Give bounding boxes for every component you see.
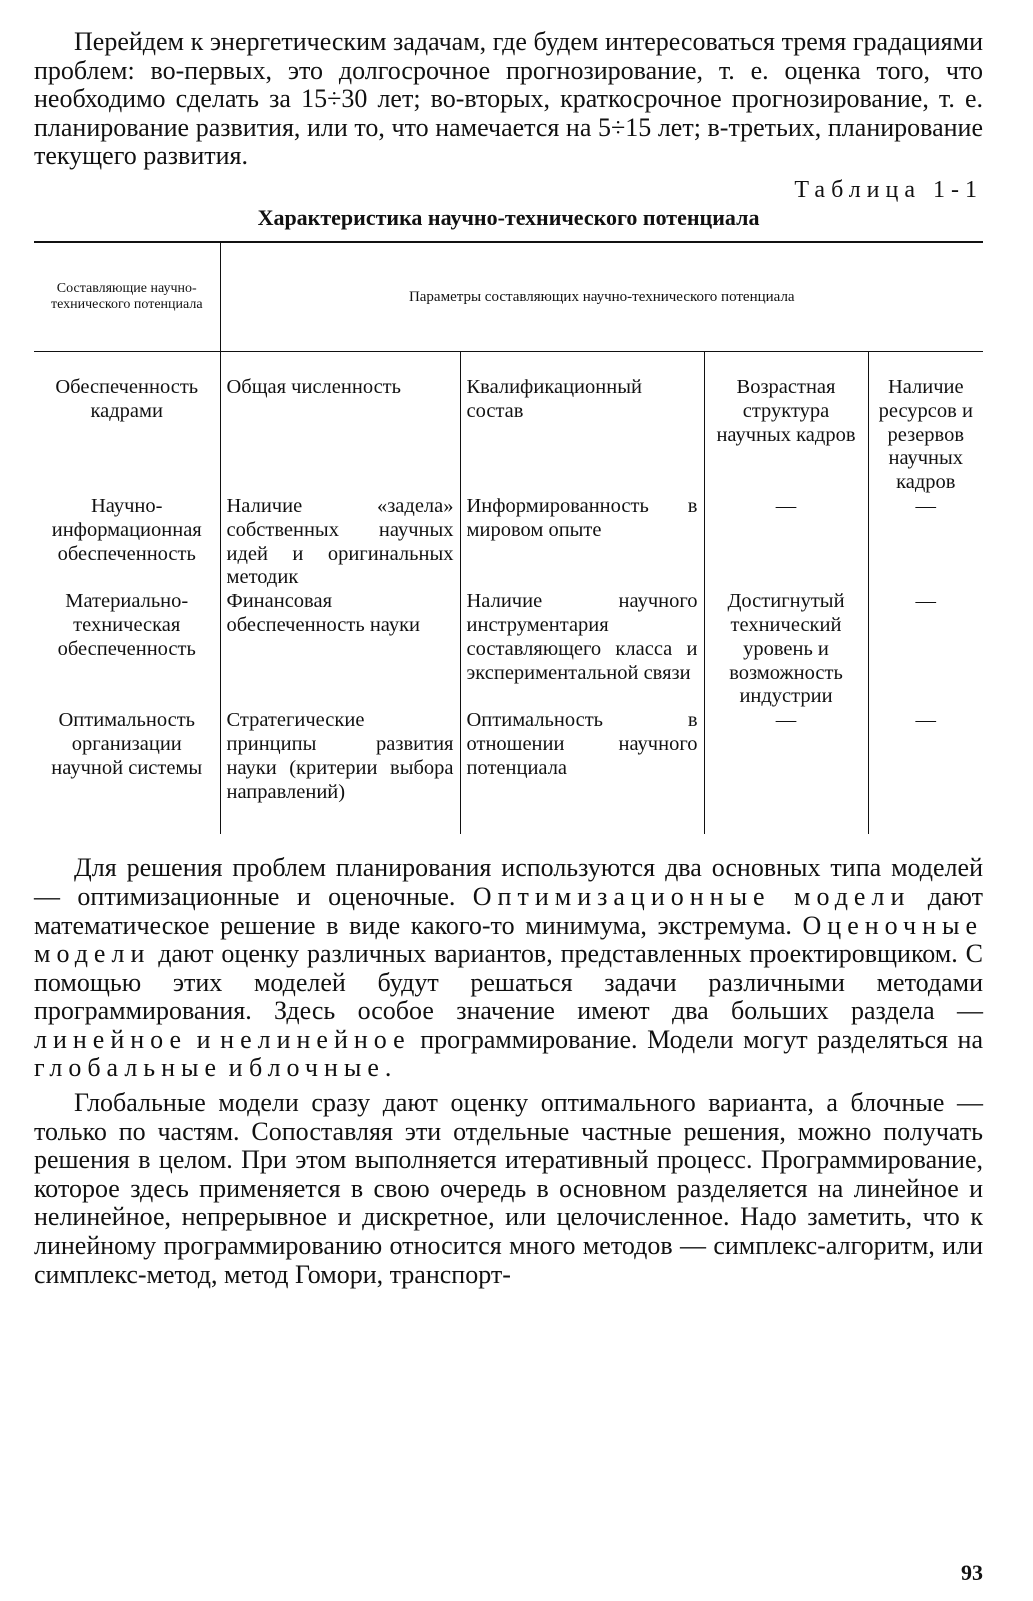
spaced-term: линейное [34, 1024, 188, 1054]
text-run: . [384, 1053, 392, 1083]
text-run: и [222, 1053, 249, 1083]
table-cell: — [704, 495, 868, 590]
table-cell: — [868, 495, 983, 590]
table-row [34, 351, 983, 494]
header-components: Составляющие научно-технического потенциала [34, 242, 220, 352]
table-cell: Квалификационный состав [460, 351, 704, 494]
text-run: программирование. Модели могут разделяться на [410, 1024, 983, 1054]
header-params: Параметры составляющих научно-технического потенциала [220, 242, 983, 352]
text-run: и [187, 1024, 221, 1054]
page-number: 93 [961, 1560, 983, 1585]
table-cell: Возрастная структура научных кадров [704, 351, 868, 494]
table-cell: Финансовая обеспеченность науки [220, 590, 460, 709]
table-cell: — [868, 709, 983, 834]
text-run: дают математическое решение в виде какого-то минимума, экстремума. [34, 881, 983, 940]
row-component: Оптимальность организации научной системы [51, 709, 203, 779]
row-component: Обеспеченность кадрами [55, 375, 199, 422]
table-cell: — [868, 590, 983, 709]
row-component: Научно-информационная обеспеченность [51, 494, 202, 565]
table-cell: Наличие «задела» собственных научных идей и оригинальных методик [220, 495, 460, 590]
spaced-term: Оценочные модели [34, 910, 983, 969]
table-row [34, 590, 983, 709]
spaced-term: нелинейное [220, 1024, 411, 1054]
text-run: дают оценку различных вариантов, представленных проектировщиком. С помощью этих моделей будут решаться задачи различными методами программирования. Здесь особое значение имеют два больших раздела — [34, 939, 983, 1026]
table-title: Характеристика научно-технического потенциала [257, 204, 760, 230]
table-cell: Достигнутый технический уровень и возможность индустрии [704, 590, 868, 709]
table-cell: Стратегические принципы развития науки (критерии выбора направлений) [220, 709, 460, 834]
spaced-term: блочные [249, 1053, 385, 1083]
table-row [34, 709, 983, 834]
table-cell: Информированность в мировом опыте [460, 495, 704, 590]
table-cell: Наличие ресурсов и резервов научных кадров [868, 351, 983, 494]
row-component: Материально-техническая обеспеченность [57, 590, 196, 660]
table-cell: Оптимальность в отношении научного потенциала [460, 709, 704, 834]
models-paragraph [34, 854, 983, 1083]
global-models-paragraph: Глобальные модели сразу дают оценку оптимального варианта, а блочные — только по частям. Сопоставляя эти отдельные частные решения, можно получать решения в целом. При этом выполняется итеративный процесс. Программирование, которое здесь применяется в свою очередь в основном разделяется на линейное и нелинейное, непрерывное и дискретное, или целочисленное. Надо заметить, что к линейному программированию относится много методов — симплекс-алгоритм, или симплекс-метод, метод Гомори, транспорт- [34, 1088, 983, 1289]
potential-table [34, 241, 983, 834]
table-cell: Наличие научного инструментария составляющего класса и экспериментальной связи [460, 590, 704, 709]
table-header-row [34, 242, 983, 352]
text-run: Для решения проблем планирования используются два основных типа моделей — оптимизационные и оценочные. [34, 853, 983, 911]
spaced-term: Оптимизационные модели [472, 881, 911, 911]
spaced-term: глобальные [34, 1053, 223, 1083]
intro-paragraph: Перейдем к энергетическим задачам, где будем интересоваться тремя градациями проблем: во-первых, это долгосрочное прогнозирование, т. е. оценка того, что необходимо сделать за 15÷30 лет; во-вторых, краткосрочное прогнозирование, т. е. планирование развития, или то, что намечается на 5÷15 лет; в-третьих, планирование текущего развития. [34, 27, 983, 171]
table-cell: — [704, 709, 868, 834]
table-label: Таблица 1-1 [794, 176, 983, 203]
table-row [34, 495, 983, 590]
table-cell: Общая численность [220, 351, 460, 494]
